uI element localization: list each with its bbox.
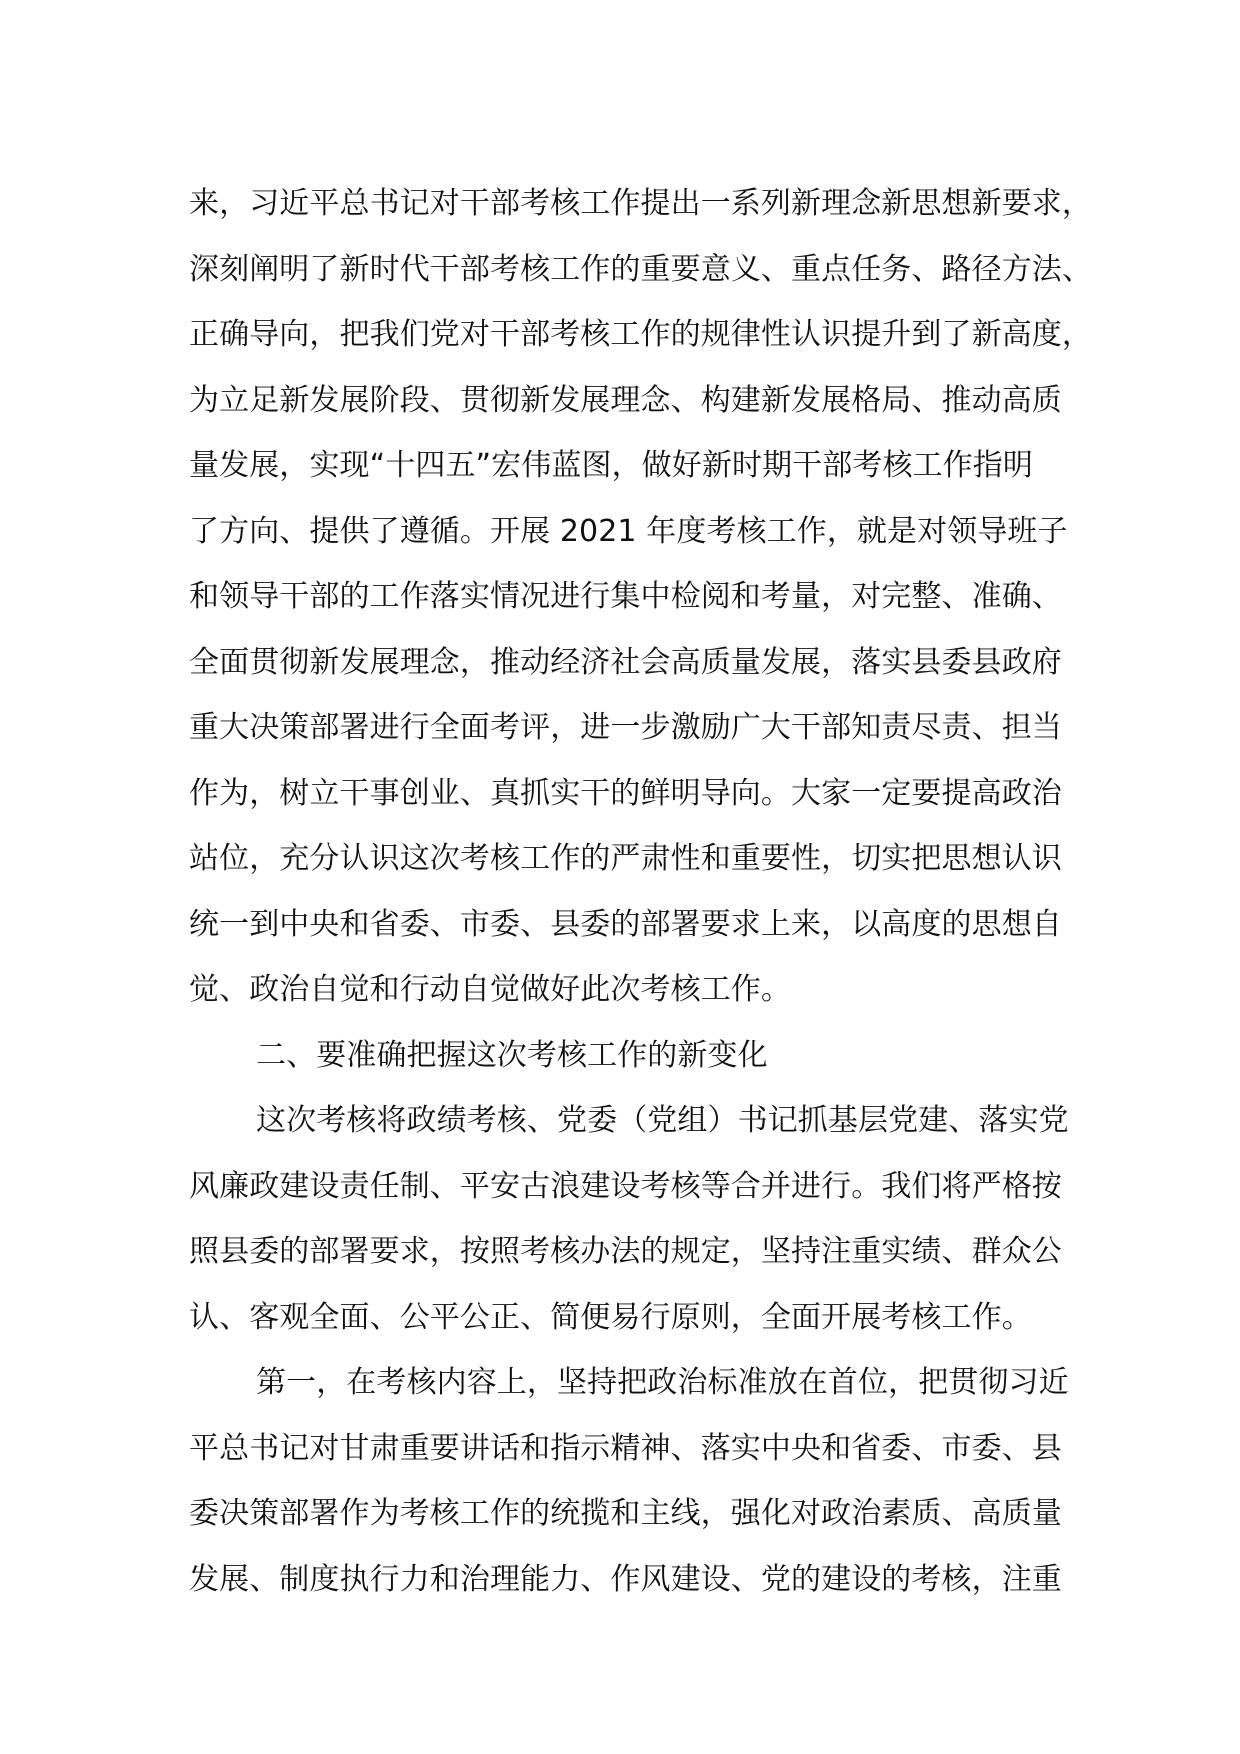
text-line: 了方向、提供了遵循。开展 2021 年度考核工作，就是对领导班子 [189, 513, 1068, 549]
text-line: 觉、政治自觉和行动自觉做好此次考核工作。 [189, 972, 791, 1007]
section-heading: 二、要准确把握这次考核工作的新变化 [256, 1037, 768, 1073]
text-line: 认、客观全面、公平公正、简便易行原则，全面开展考核工作。 [189, 1299, 1032, 1335]
paragraph-start-line: 这次考核将政绩考核、党委（党组）书记抓基层党建、落实党 [256, 1103, 1069, 1138]
text-line: 重大决策部署进行全面考评，进一步激励广大干部知责尽责、担当 [189, 710, 1062, 745]
paragraph-start-line: 第一，在考核内容上，坚持把政治标准放在首位，把贯彻习近 [256, 1365, 1069, 1400]
text-line: 和领导干部的工作落实情况进行集中检阅和考量，对完整、准确、 [189, 579, 1062, 614]
text-line: 站位，充分认识这次考核工作的严肃性和重要性，切实把思想认识 [189, 841, 1062, 876]
body-text [189, 171, 1092, 1612]
text-line: 正确导向，把我们党对干部考核工作的规律性认识提升到了新高度， [189, 317, 1092, 352]
text-line: 全面贯彻新发展理念，推动经济社会高质量发展，落实县委县政府 [189, 644, 1062, 680]
text-line: 委决策部署作为考核工作的统揽和主线，强化对政治素质、高质量 [189, 1496, 1062, 1531]
text-line: 照县委的部署要求，按照考核办法的规定，坚持注重实绩、群众公 [189, 1234, 1062, 1269]
text-line: 作为，树立干事创业、真抓实干的鲜明导向。大家一定要提高政治 [189, 775, 1062, 811]
text-line: 发展、制度执行力和治理能力、作风建设、党的建设的考核，注重 [189, 1561, 1062, 1597]
text-line: 来，习近平总书记对干部考核工作提出一系列新理念新思想新要求， [189, 186, 1092, 221]
text-line: 深刻阐明了新时代干部考核工作的重要意义、重点任务、路径方法、 [189, 251, 1092, 287]
text-line: 平总书记对甘肃重要讲话和指示精神、落实中央和省委、市委、县 [189, 1430, 1062, 1466]
text-line: 风廉政建设责任制、平安古浪建设考核等合并进行。我们将严格按 [189, 1168, 1062, 1204]
text-line: 量发展，实现“十四五”宏伟蓝图，做好新时期干部考核工作指明 [189, 448, 1033, 483]
text-line: 为立足新发展阶段、贯彻新发展理念、构建新发展格局、推动高质 [189, 382, 1062, 418]
text-line: 统一到中央和省委、市委、县委的部署要求上来，以高度的思想自 [189, 906, 1062, 942]
